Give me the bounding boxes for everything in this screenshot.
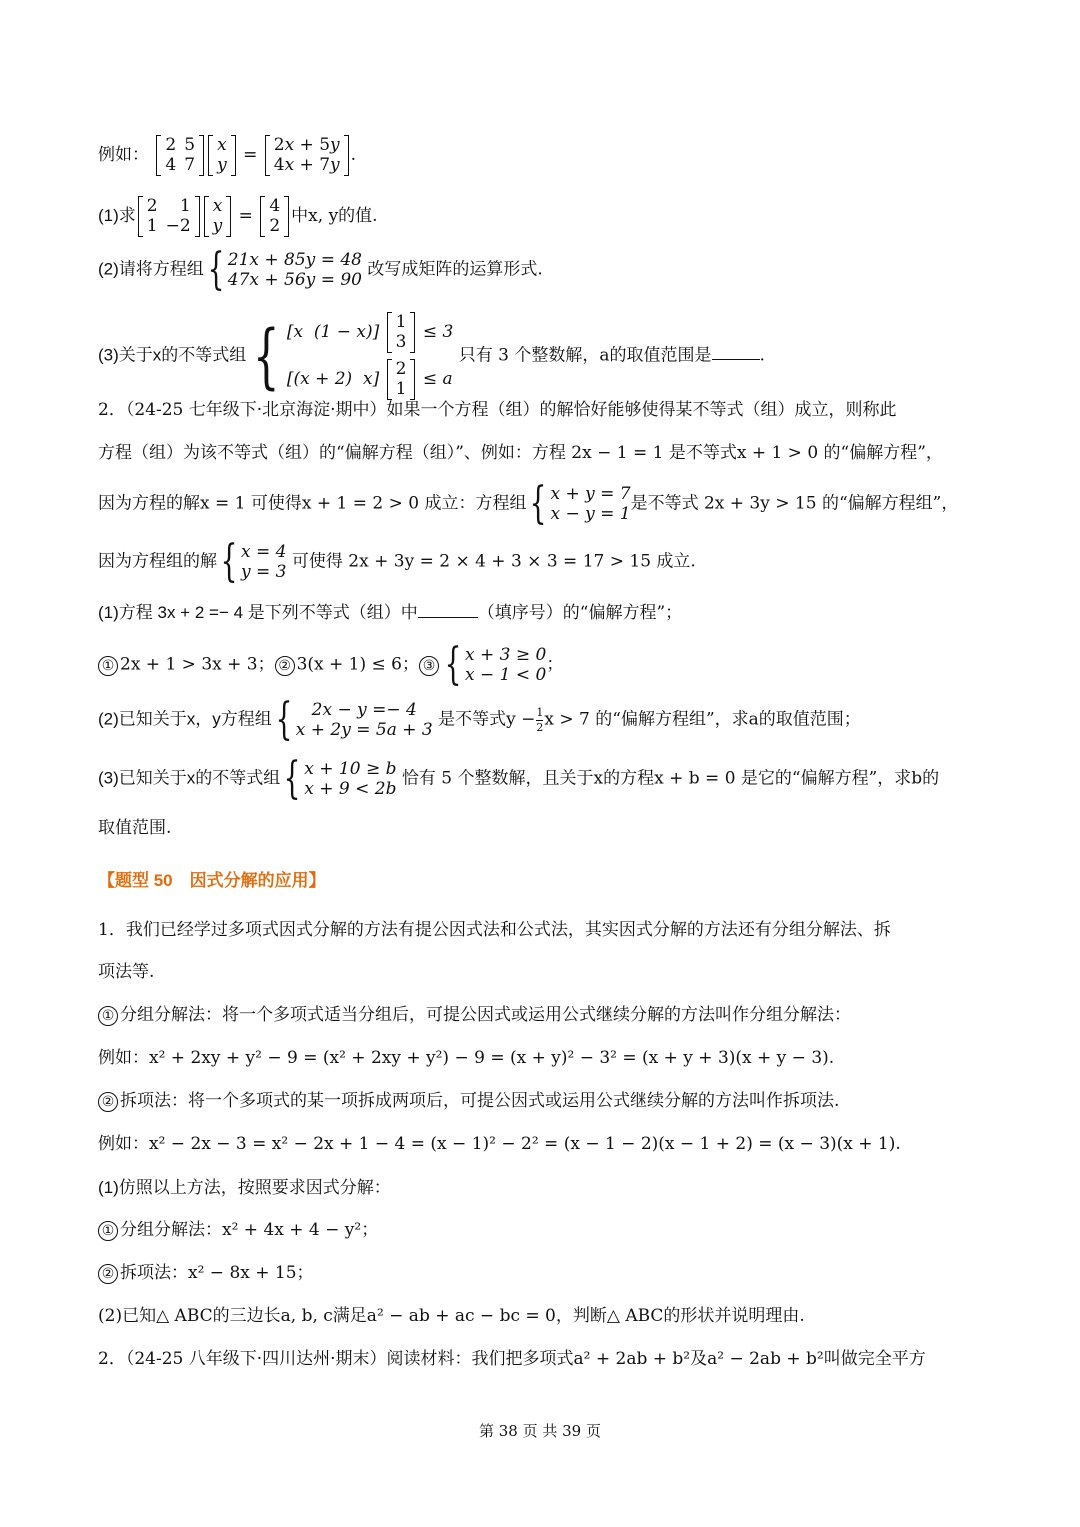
p2-line-4 <box>98 536 984 587</box>
p2-options: ① 2x + 1 > 3x + 3； ② 3(x + 1) ≤ 6； ③ { x + 3 ≥ 0 x − 1 < 0 ； <box>98 643 984 687</box>
p2-q2-a: (2)已知关于x，y方程组 <box>98 709 272 729</box>
p2-line-3 <box>98 478 984 529</box>
system-4: { x + 3 ≥ 0 x − 1 < 0 <box>444 639 547 690</box>
p2-q3 <box>98 753 984 804</box>
p2-q2-b: 是不等式y − <box>438 709 536 730</box>
circled-1b: ① <box>98 1006 118 1026</box>
s-line-5 <box>98 1091 984 1112</box>
p2-line-4-a: 因为方程组的解 <box>98 551 217 572</box>
system-1: { 21x + 85y = 48 47x + 56y = 90 <box>207 244 362 295</box>
matrix-result: 2x + 5y 4x + 7y <box>265 135 349 176</box>
circled-3: ③ <box>419 656 439 676</box>
example-label: 例如： <box>98 144 149 165</box>
answer-blank-1[interactable] <box>712 342 760 360</box>
q2-label: (2)请将方程组 <box>98 259 204 279</box>
q3-tail: 只有 3 个整数解，a的取值范围是 <box>458 345 712 366</box>
s-line-4: 例如：x² + 2xy + y² − 9 = (x² + 2xy + y²) − 9 = (x + y)² − 3² = (x + y + 3)(x + y − 3). <box>98 1048 835 1068</box>
q2-tail: 改写成矩阵的运算形式. <box>367 259 543 280</box>
s-line-9 <box>98 1263 984 1284</box>
inequality-system-1: { [x (1 − x)] 1 3 ≤ 3 [(x + 2) x] 2 1 ≤ a <box>253 312 454 400</box>
q1-label: (1)求 <box>98 205 136 225</box>
matrix-42: 4 2 <box>260 196 289 237</box>
p2-q1-b: （填序号）的“偏解方程”； <box>477 603 683 623</box>
q3-label: (3)关于x的不等式组 <box>98 345 247 365</box>
matrix-xy-2: x y <box>204 196 232 237</box>
p2-line-1: 2．（24-25 七年级下·北京海淀·期中）如果一个方程（组）的解恰好能够使得某不等式（组）成立，则称此 <box>98 400 897 420</box>
q2-line <box>98 244 984 295</box>
circled-2: ② <box>275 656 295 676</box>
s-line-1: 1．我们已经学过多项式因式分解的方法有提公因式法和公式法，其实因式分解的方法还有分组分解法、拆 <box>98 920 891 940</box>
p2-q2-c: x > 7 的“偏解方程组”，求a的取值范围； <box>544 709 861 730</box>
matrix-b: 2 1 1 −2 <box>138 196 200 237</box>
s-line-9-text: 拆项法：x² − 8x + 15； <box>120 1263 314 1283</box>
q3-line: (3)关于x的不等式组 { [x (1 − x)] 1 3 ≤ 3 [(x + 2) x] 2 1 ≤ a 只有 3 个整数解，a的取值范围是 . <box>98 312 765 400</box>
page-footer: 第 38 页 共 39 页 <box>478 1422 601 1440</box>
s-line-3 <box>98 1005 984 1026</box>
p2-q1-a: (1)方程 3x + 2 =− 4 是下列不等式（组）中 <box>98 603 418 622</box>
p2-q3-b: 恰有 5 个整数解，且关于x的方程x + b = 0 是它的“偏解方程”，求b的 <box>401 768 940 789</box>
p2-q2 <box>98 694 984 745</box>
s-line-5-text: 拆项法：将一个多项式的某一项拆成两项后，可提公因式或运用公式继续分解的方法叫作拆项法. <box>120 1091 840 1111</box>
circled-2b: ② <box>98 1092 118 1112</box>
s-line-6: 例如：x² − 2x − 3 = x² − 2x + 1 − 4 = (x − 1)² − 2² = (x − 1 − 2)(x − 1 + 2) = (x − 3)(x + 1). <box>98 1134 901 1154</box>
circled-2c: ② <box>98 1264 118 1284</box>
s-line-10: (2)已知△ ABC的三边长a, b, c满足a² − ab + ac − bc = 0，判断△ ABC的形状并说明理由. <box>98 1306 805 1326</box>
p2-line-3-a: 因为方程的解x = 1 可使得x + 1 = 2 > 0 成立：方程组 <box>98 493 527 514</box>
p2-line-2: 方程（组）为该不等式（组）的“偏解方程（组）”、例如：方程 2x − 1 = 1 是不等式x + 1 > 0 的“偏解方程”， <box>98 443 943 463</box>
s-line-8-text: 分组分解法：x² + 4x + 4 − y²； <box>120 1220 379 1240</box>
option-2: 3(x + 1) ≤ 6； <box>296 654 419 675</box>
s-line-11: 2．（24-25 八年级下·四川达州·期末）阅读材料：我们把多项式a² + 2ab + b²及a² − 2ab + b²叫做完全平方 <box>98 1349 926 1369</box>
circled-1c: ① <box>98 1221 118 1241</box>
s-line-3-text: 分组分解法：将一个多项式适当分组后，可提公因式或运用公式继续分解的方法叫作分组分解法： <box>120 1005 851 1025</box>
p2-q3-a: (3)已知关于x的不等式组 <box>98 768 281 788</box>
option-1: 2x + 1 > 3x + 3； <box>120 654 275 675</box>
p2-line-3-b: 是不等式 2x + 3y > 15 的“偏解方程组”， <box>630 493 959 514</box>
system-2: { x + y = 7 x − y = 1 <box>530 478 631 529</box>
s-line-8 <box>98 1220 984 1241</box>
matrix-a: 2 5 4 7 <box>156 135 204 176</box>
system-3: { x = 4 y = 3 <box>220 536 287 587</box>
s-line-2: 项法等. <box>98 962 155 982</box>
circled-1: ① <box>98 656 118 676</box>
system-6: { x + 10 ≥ b x + 9 < 2b <box>283 753 397 804</box>
matrix-xy: x y <box>208 135 236 176</box>
q1-line: (1)求 2 1 1 −2 x y = 4 2 中x, y的值. <box>98 196 378 237</box>
system-5: { 2x − y =− 4 x + 2y = 5a + 3 <box>275 694 433 745</box>
p2-line-4-b: 可使得 2x + 3y = 2 × 4 + 3 × 3 = 17 > 15 成立. <box>291 551 696 572</box>
p2-q1 <box>98 600 984 624</box>
answer-blank-2[interactable] <box>418 600 478 618</box>
fraction-half: $\frac{1}{2}$ <box>536 705 544 734</box>
q1-tail: 中x, y的值. <box>291 205 378 226</box>
p2-q3-cont: 取值范围. <box>98 818 172 838</box>
s-line-7: (1)仿照以上方法，按照要求因式分解： <box>98 1178 391 1197</box>
example-line: 例如： 2 5 4 7 x y = 2x + 5y 4x + 7y . <box>98 135 357 176</box>
section-heading: 【题型 50 因式分解的应用】 <box>98 871 326 890</box>
